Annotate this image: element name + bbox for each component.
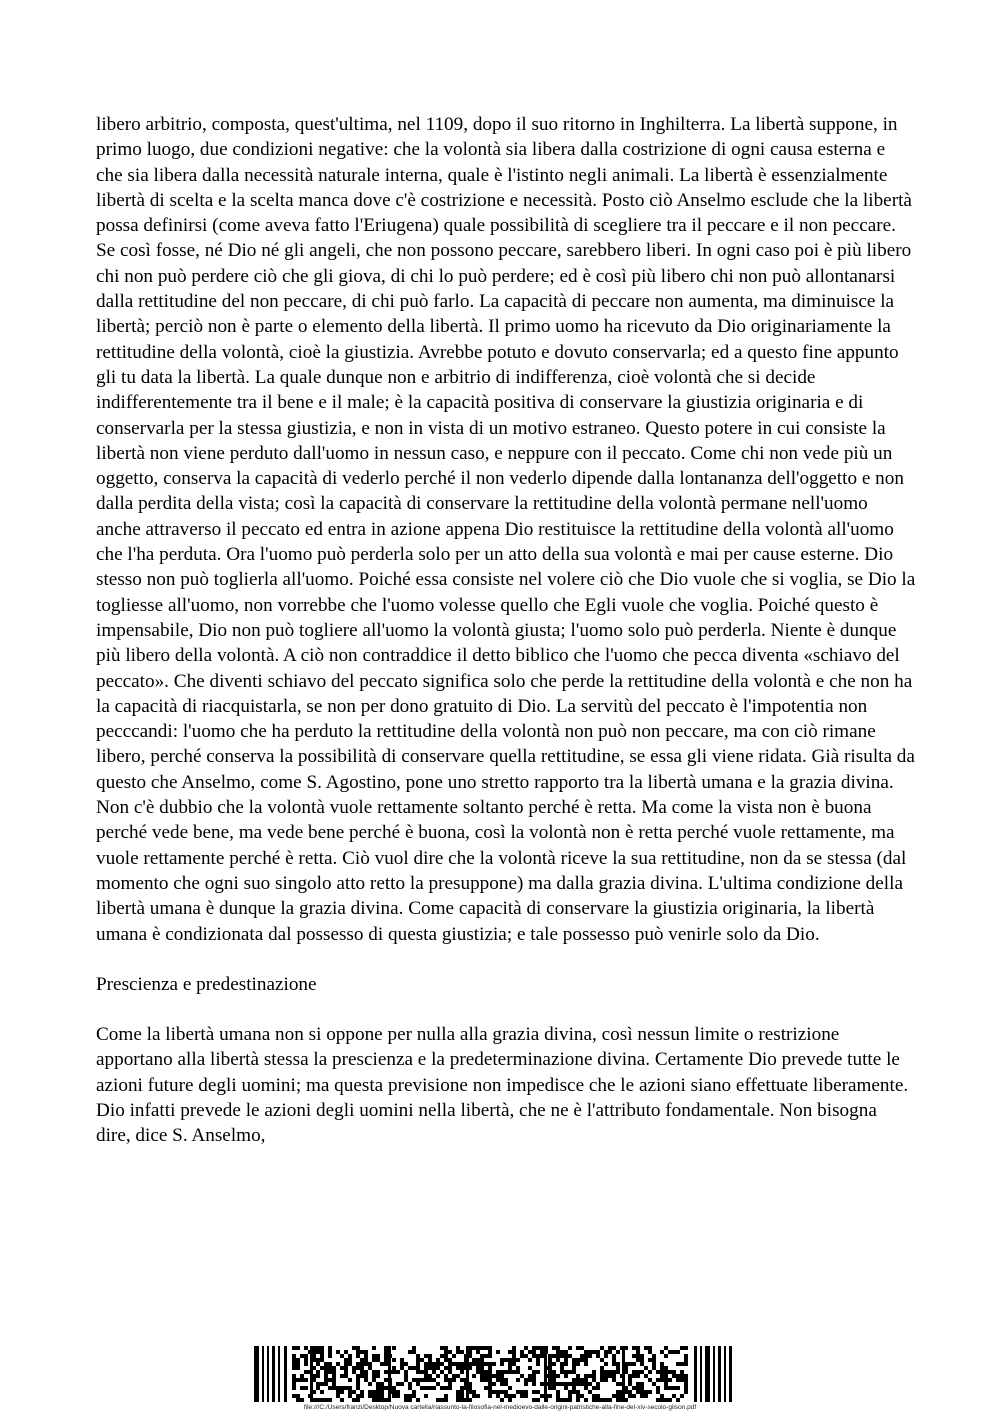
footer-file-path: file:///C:/Users/franzi/Desktop/Nuova cartella/riassunto-la-filosofia-nel-medioevo-dalle-origini-patristiche-alla-fine-del-xiv-secolo-gilson.pdf (303, 1404, 697, 1411)
body-paragraph: libero arbitrio, composta, quest'ultima, nel 1109, dopo il suo ritorno in Inghilterra. La libertà suppone, in primo luogo, due condizioni negative: che la volontà sia libera dalla costrizione di ogni causa esterna e che sia libera dalla necessità naturale interna, quale è l'istinto negli animali. La libertà è essenzialmente libertà di scelta e la scelta manca dove c'è costrizione e necessità. Posto ciò Anselmo esclude che la libertà possa definirsi (come aveva fatto l'Eriugena) quale possibilità di scegliere tra il peccare e il non peccare. Se così fosse, né Dio né gli angeli, che non possono peccare, sarebbero liberi. In ogni caso poi è più libero chi non può perdere ciò che gli giova, di chi lo può perdere; ed è così più libero chi non può allontanarsi dalla rettitudine del non peccare, di chi può farlo. La capacità di peccare non aumenta, ma diminuisce la libertà; perciò non è parte o elemento della libertà. Il primo uomo ha ricevuto da Dio originariamente la rettitudine della volontà, cioè la giustizia. Avrebbe potuto e dovuto conservarla; ed a questo fine appunto gli tu data la libertà. La quale dunque non e arbitrio di indifferenza, cioè volontà che si decide indifferentemente tra il bene e il male; è la capacità positiva di conservare la giustizia originaria e di conservarla per la stessa giustizia, e non in vista di un motivo estraneo. Questo potere in cui consiste la libertà non viene perduto dall'uomo in nessun caso, e neppure con il peccato. Come chi non vede più un oggetto, conserva la capacità di vederlo perché il non vederlo dipende dalla lontananza dell'oggetto e non dalla perdita della vista; così la capacità di conservare la rettitudine della volontà permane nell'uomo anche attraverso il peccato ed entra in azione appena Dio restituisce la rettitudine della volontà all'uomo che l'ha perduta. Ora l'uomo può perderla solo per un atto della sua volontà e mai per cause esterne. Dio stesso non può toglierla all'uomo. Poiché essa consiste nel volere ciò che Dio vuole che si voglia, se Dio la togliesse all'uomo, non vorrebbe che l'uomo volesse quello che Egli vuole che voglia. Poiché questo è impensabile, Dio non può togliere all'uomo la volontà giusta; l'uomo solo può perderla. Niente è dunque più libero della volontà. A ciò non contraddice il detto biblico che l'uomo che pecca diventa «schiavo del peccato». Che diventi schiavo del peccato significa solo che perde la rettitudine della volontà e che non ha la capacità di riacquistarla, se non per dono gratuito di Dio. La servitù del peccato è l'impotentia non pecccandi: l'uomo che ha perduto la rettitudine della volontà non può non peccare, ma con ciò rimane libero, perché conserva la possibilità di conservare quella rettitudine, se essa gli viene ridata. Già risulta da questo che Anselmo, come S. Agostino, pone uno stretto rapporto tra la libertà umana e la grazia divina. Non c'è dubbio che la volontà vuole rettamente soltanto perché è retta. Ma come la vista non è buona perché vede bene, ma vede bene perché è buona, così la volontà non è retta perché vuole rettamente, ma vuole rettamente perché è retta. Ciò vuol dire che la volontà riceve la sua rettitudine, non da se stessa (dal momento che ogni suo singolo atto retto la presuppone) ma dalla grazia divina. L'ultima condizione della libertà umana è dunque la grazia divina. Come capacità di conservare la giustizia originaria, la libertà umana è condizionata dal possesso di questa giustizia; e tale possesso può venirle solo da Dio. (96, 114, 916, 945)
body-paragraph: Come la libertà umana non si oppone per nulla alla grazia divina, così nessun limite o restrizione apportano alla libertà stessa la prescienza e la predeterminazione divina. Certamente Dio prevede tutte le azioni future degli uomini; ma questa previsione non impedisce che le azioni siano effettuate liberamente. Dio infatti prevede le azioni degli uomini nella libertà, che ne è l'attributo fondamentale. Non bisogna dire, dice S. Anselmo, (96, 1024, 909, 1147)
barcode-graphic (254, 1346, 732, 1402)
section-heading: Prescienza e predestinazione (96, 973, 317, 995)
page-body (96, 112, 916, 1149)
